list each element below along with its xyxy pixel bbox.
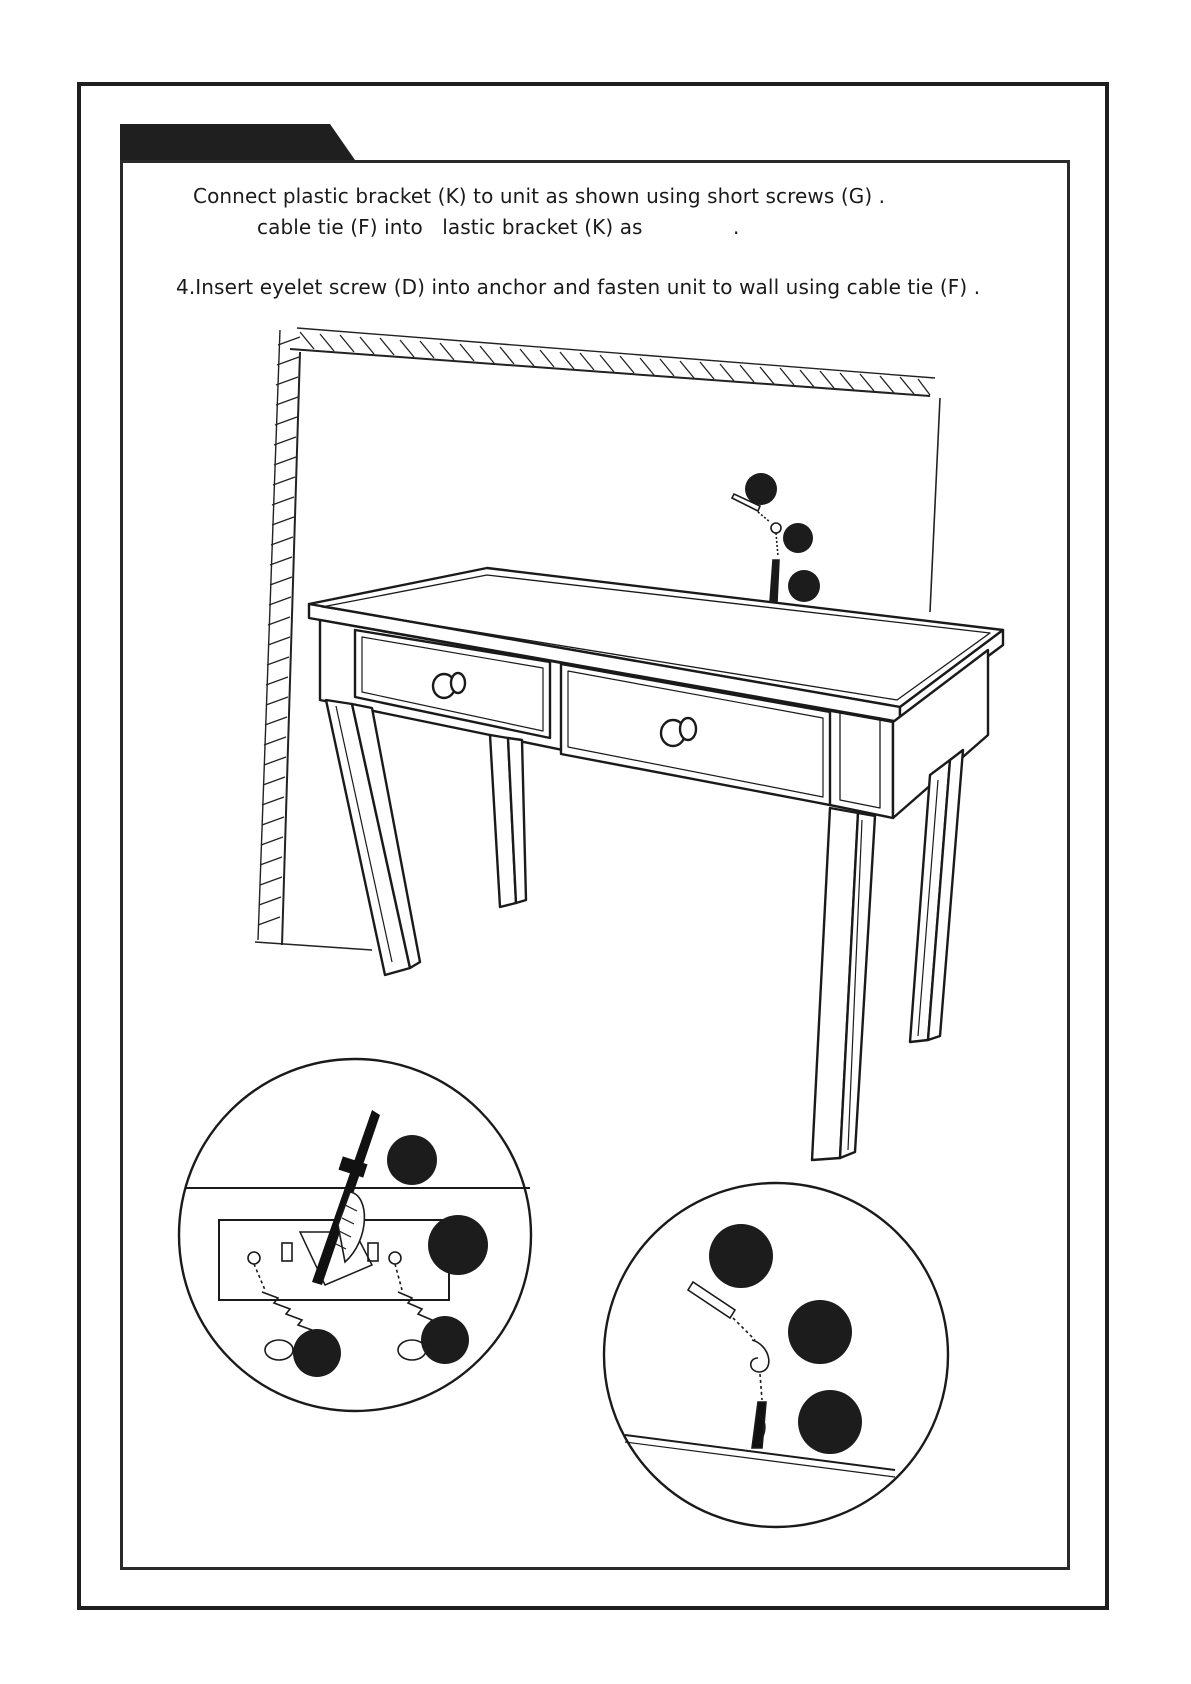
part-label-dot xyxy=(783,523,813,553)
instruction-line-2-part-b: lastic bracket (K) as xyxy=(442,215,643,239)
instruction-line-3: 4.Insert eyelet screw (D) into anchor and fasten unit to wall using cable tie (F) . xyxy=(176,275,981,299)
instruction-line-2-part-a: cable tie (F) into xyxy=(257,215,423,239)
instruction-line-1: Connect plastic bracket (K) to unit as shown using short screws (G) . xyxy=(193,184,886,208)
instruction-line-2-part-c: . xyxy=(732,215,740,239)
bracket-detail-magnifier xyxy=(179,1059,531,1411)
wall-anchor-detail-magnifier xyxy=(604,1183,948,1527)
wall-anchor-hardware xyxy=(732,494,781,602)
part-label-dot xyxy=(788,570,820,602)
part-label-dot xyxy=(745,473,777,505)
